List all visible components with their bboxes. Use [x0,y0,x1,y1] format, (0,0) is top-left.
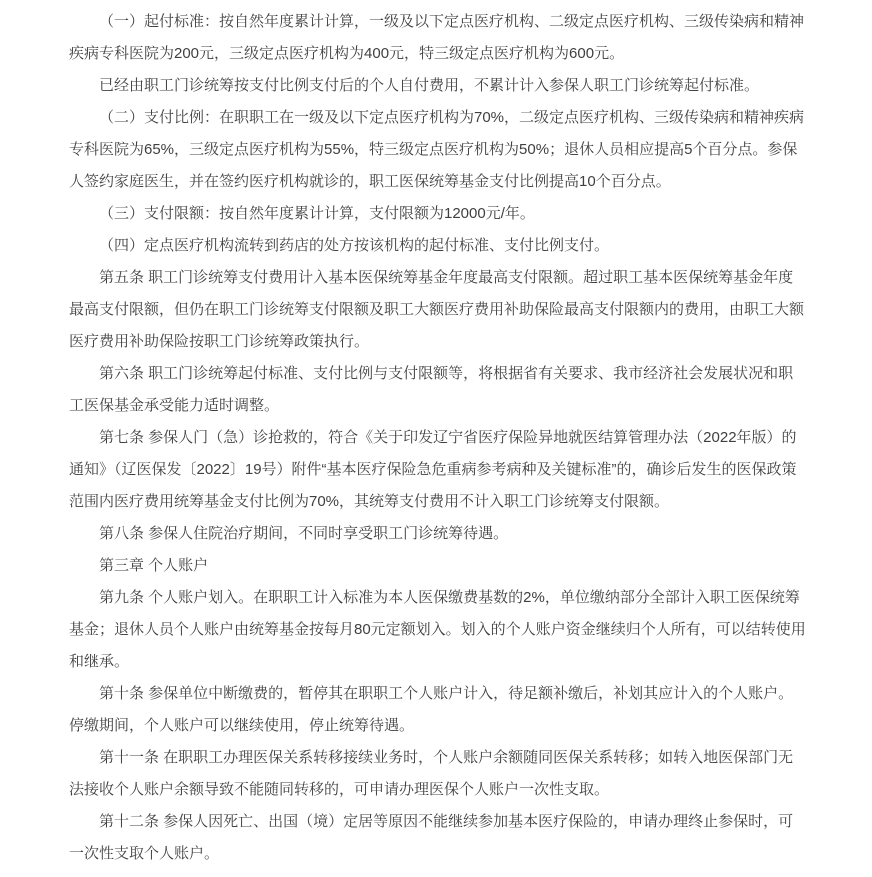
para-article10: 第十条 参保单位中断缴费的，暂停其在职职工个人账户计入，待足额补缴后，补划其应计入的个人账户。停缴期间，个人账户可以继续使用，停止统筹待遇。 [69,685,794,734]
para-article12: 第十二条 参保人因死亡、出国（境）定居等原因不能继续参加基本医疗保险的，申请办理终止参保时，可一次性支取个人账户。 [69,813,794,862]
para-article6: 第六条 职工门诊统筹起付标准、支付比例与支付限额等，将根据省有关要求、我市经济社会发展状况和职工医保基金承受能力适时调整。 [69,365,794,414]
para-article7: 第七条 参保人门（急）诊抢救的，符合《关于印发辽宁省医疗保险异地就医结算管理办法（2022年版）的通知》（辽医保发〔2022〕19号）附件“基本医疗保险急危重病参考病种及关键标准”的，确诊后发生的医保政策范围内医疗费用统筹基金支付比例为70%，其统筹支付费用不计入职工门诊统筹支付限额。 [69,429,797,510]
chapter3-heading: 第三章 个人账户 [99,557,209,574]
para-item3-payment-limit: （三）支付限额：按自然年度累计计算，支付限额为12000元/年。 [99,205,535,222]
para-item1-deductible-standard: （一）起付标准：按自然年度累计计算，一级及以下定点医疗机构、二级定点医疗机构、三级传染病和精神疾病专科医院为200元，三级定点医疗机构为400元，特三级定点医疗机构为600元。 [69,13,805,62]
para-article5: 第五条 职工门诊统筹支付费用计入基本医保统筹基金年度最高支付限额。超过职工基本医保统筹基金年度最高支付限额，但仍在职工门诊统筹支付限额及职工大额医疗费用补助保险最高支付限额内的费用，由职工大额医疗费用补助保险按职工门诊统筹政策执行。 [69,269,805,350]
para-item2-payment-ratio: （二）支付比例：在职职工在一级及以下定点医疗机构为70%，二级定点医疗机构、三级传染病和精神疾病专科医院为65%，三级定点医疗机构为55%，特三级定点医疗机构为50%；退休人员相应提高5个百分点。参保人签约家庭医生，并在签约医疗机构就诊的，职工医保统筹基金支付比例提高10个百分点。 [69,109,805,190]
para-item4-pharmacy-prescription: （四）定点医疗机构流转到药店的处方按该机构的起付标准、支付比例支付。 [99,237,610,254]
para-article8: 第八条 参保人住院治疗期间，不同时享受职工门诊统筹待遇。 [99,525,509,542]
para-article11: 第十一条 在职职工办理医保关系转移接续业务时，个人账户余额随同医保关系转移；如转入地医保部门无法接收个人账户余额导致不能随同转移的，可申请办理医保个人账户一次性支取。 [69,749,794,798]
para-article9: 第九条 个人账户划入。在职职工计入标准为本人医保缴费基数的2%，单位缴纳部分全部计入职工医保统筹基金；退休人员个人账户由统筹基金按每月80元定额划入。划入的个人账户资金继续归个人所有，可以结转使用和继承。 [69,589,806,670]
para-self-pay-accumulation-note: 已经由职工门诊统筹按支付比例支付后的个人自付费用，不累计计入参保人职工门诊统筹起付标准。 [99,77,760,94]
